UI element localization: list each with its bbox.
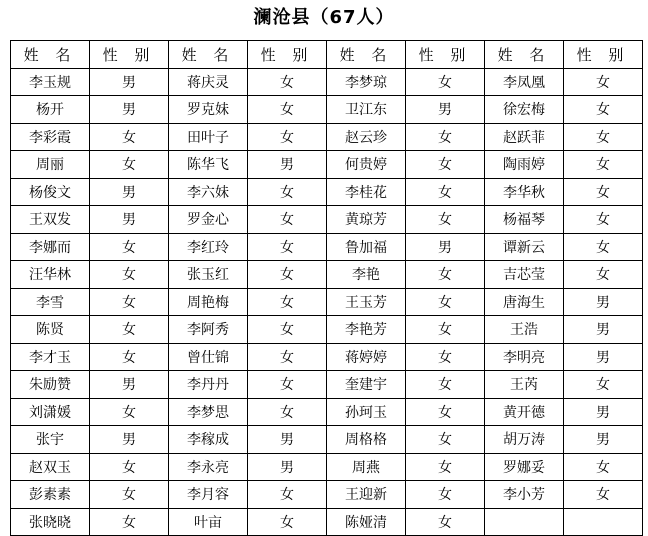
table-row <box>11 233 643 261</box>
table-row <box>11 398 643 426</box>
name-cell: 周丽 <box>11 151 90 179</box>
name-cell: 张宇 <box>11 426 90 454</box>
gender-cell: 女 <box>90 316 169 344</box>
name-cell: 汪华林 <box>11 261 90 289</box>
name-cell: 王玉芳 <box>327 288 406 316</box>
gender-cell: 男 <box>90 68 169 96</box>
gender-cell: 男 <box>248 426 327 454</box>
name-cell: 罗克妹 <box>169 96 248 124</box>
name-cell: 王浩 <box>485 316 564 344</box>
gender-cell: 男 <box>564 343 643 371</box>
name-cell: 赵双玉 <box>11 453 90 481</box>
gender-cell: 女 <box>248 316 327 344</box>
gender-cell: 女 <box>406 68 485 96</box>
roster-body <box>11 68 643 536</box>
gender-cell: 女 <box>248 68 327 96</box>
gender-cell: 女 <box>406 316 485 344</box>
name-cell: 李桂花 <box>327 178 406 206</box>
gender-cell: 女 <box>90 123 169 151</box>
name-cell: 谭新云 <box>485 233 564 261</box>
gender-cell: 女 <box>406 398 485 426</box>
name-cell: 王芮 <box>485 371 564 399</box>
name-cell: 朱励赞 <box>11 371 90 399</box>
name-cell: 李丹丹 <box>169 371 248 399</box>
name-cell: 李稼成 <box>169 426 248 454</box>
gender-cell: 女 <box>90 453 169 481</box>
gender-cell: 女 <box>248 123 327 151</box>
gender-cell: 女 <box>90 508 169 536</box>
name-cell: 张晓晓 <box>11 508 90 536</box>
name-cell: 赵跃菲 <box>485 123 564 151</box>
name-cell: 陈娅清 <box>327 508 406 536</box>
gender-cell: 男 <box>90 96 169 124</box>
name-cell: 吉芯莹 <box>485 261 564 289</box>
name-cell: 徐宏梅 <box>485 96 564 124</box>
table-row <box>11 343 643 371</box>
gender-cell: 女 <box>564 96 643 124</box>
gender-cell: 男 <box>564 426 643 454</box>
gender-cell: 女 <box>90 343 169 371</box>
gender-cell: 男 <box>248 151 327 179</box>
name-cell: 张玉红 <box>169 261 248 289</box>
gender-cell: 女 <box>406 453 485 481</box>
gender-cell: 女 <box>90 481 169 509</box>
gender-cell: 女 <box>564 206 643 234</box>
name-cell: 彭素素 <box>11 481 90 509</box>
name-cell: 李梦琼 <box>327 68 406 96</box>
gender-cell: 女 <box>90 233 169 261</box>
gender-cell: 女 <box>564 68 643 96</box>
roster-table <box>10 40 643 536</box>
gender-cell: 女 <box>248 261 327 289</box>
name-cell: 曾仕锦 <box>169 343 248 371</box>
name-cell: 陈华飞 <box>169 151 248 179</box>
gender-cell: 女 <box>90 288 169 316</box>
table-row <box>11 426 643 454</box>
name-cell: 黄琼芳 <box>327 206 406 234</box>
name-cell: 蒋婷婷 <box>327 343 406 371</box>
name-cell: 李华秋 <box>485 178 564 206</box>
gender-cell: 女 <box>248 481 327 509</box>
gender-cell: 女 <box>406 261 485 289</box>
name-cell: 李明亮 <box>485 343 564 371</box>
column-header-gender: 性 别 <box>564 41 643 69</box>
name-cell: 李雪 <box>11 288 90 316</box>
gender-cell: 男 <box>406 233 485 261</box>
gender-cell <box>564 508 643 536</box>
name-cell: 孙珂玉 <box>327 398 406 426</box>
table-row <box>11 481 643 509</box>
name-cell: 李阿秀 <box>169 316 248 344</box>
name-cell: 李凤凰 <box>485 68 564 96</box>
gender-cell: 男 <box>406 96 485 124</box>
table-row <box>11 508 643 536</box>
column-header-gender: 性 别 <box>248 41 327 69</box>
gender-cell: 女 <box>248 206 327 234</box>
name-cell: 奎建宇 <box>327 371 406 399</box>
column-header-name: 姓 名 <box>11 41 90 69</box>
name-cell: 李彩霞 <box>11 123 90 151</box>
gender-cell: 女 <box>406 508 485 536</box>
table-row <box>11 261 643 289</box>
name-cell: 李六妹 <box>169 178 248 206</box>
name-cell: 周艳梅 <box>169 288 248 316</box>
table-row <box>11 151 643 179</box>
name-cell: 李小芳 <box>485 481 564 509</box>
name-cell: 杨俊文 <box>11 178 90 206</box>
gender-cell: 女 <box>90 151 169 179</box>
name-cell: 鲁加福 <box>327 233 406 261</box>
gender-cell: 女 <box>248 96 327 124</box>
name-cell: 黄开德 <box>485 398 564 426</box>
gender-cell: 女 <box>406 481 485 509</box>
name-cell: 蒋庆灵 <box>169 68 248 96</box>
table-row <box>11 68 643 96</box>
gender-cell: 女 <box>564 151 643 179</box>
name-cell: 李月容 <box>169 481 248 509</box>
name-cell <box>485 508 564 536</box>
name-cell: 陈贤 <box>11 316 90 344</box>
table-row <box>11 371 643 399</box>
gender-cell: 女 <box>406 151 485 179</box>
gender-cell: 女 <box>406 288 485 316</box>
gender-cell: 女 <box>564 481 643 509</box>
table-row <box>11 206 643 234</box>
gender-cell: 女 <box>248 508 327 536</box>
name-cell: 唐海生 <box>485 288 564 316</box>
gender-cell: 女 <box>564 261 643 289</box>
gender-cell: 女 <box>248 233 327 261</box>
name-cell: 卫江东 <box>327 96 406 124</box>
gender-cell: 女 <box>564 123 643 151</box>
name-cell: 李红玲 <box>169 233 248 261</box>
gender-cell: 女 <box>248 288 327 316</box>
name-cell: 李玉规 <box>11 68 90 96</box>
column-header-name: 姓 名 <box>485 41 564 69</box>
name-cell: 周格格 <box>327 426 406 454</box>
name-cell: 王迎新 <box>327 481 406 509</box>
gender-cell: 男 <box>564 316 643 344</box>
table-row <box>11 96 643 124</box>
name-cell: 何贵婷 <box>327 151 406 179</box>
gender-cell: 女 <box>248 343 327 371</box>
gender-cell: 男 <box>90 178 169 206</box>
name-cell: 罗金心 <box>169 206 248 234</box>
page-title: 澜沧县（67人） <box>253 7 395 28</box>
gender-cell: 女 <box>90 398 169 426</box>
header-row <box>11 41 643 69</box>
gender-cell: 女 <box>248 178 327 206</box>
gender-cell: 男 <box>564 288 643 316</box>
gender-cell: 女 <box>406 343 485 371</box>
name-cell: 李才玉 <box>11 343 90 371</box>
name-cell: 叶亩 <box>169 508 248 536</box>
name-cell: 李艳芳 <box>327 316 406 344</box>
gender-cell: 女 <box>406 371 485 399</box>
table-row <box>11 288 643 316</box>
column-header-gender: 性 别 <box>90 41 169 69</box>
name-cell: 田叶子 <box>169 123 248 151</box>
name-cell: 胡万涛 <box>485 426 564 454</box>
gender-cell: 男 <box>90 371 169 399</box>
name-cell: 李永亮 <box>169 453 248 481</box>
gender-cell: 女 <box>406 178 485 206</box>
gender-cell: 女 <box>564 233 643 261</box>
name-cell: 赵云珍 <box>327 123 406 151</box>
name-cell: 王双发 <box>11 206 90 234</box>
table-row <box>11 123 643 151</box>
name-cell: 杨开 <box>11 96 90 124</box>
column-header-name: 姓 名 <box>327 41 406 69</box>
gender-cell: 女 <box>406 206 485 234</box>
gender-cell: 女 <box>564 453 643 481</box>
name-cell: 陶雨婷 <box>485 151 564 179</box>
gender-cell: 女 <box>564 178 643 206</box>
gender-cell: 男 <box>90 426 169 454</box>
table-row <box>11 316 643 344</box>
gender-cell: 男 <box>248 453 327 481</box>
table-row <box>11 453 643 481</box>
column-header-name: 姓 名 <box>169 41 248 69</box>
gender-cell: 男 <box>90 206 169 234</box>
name-cell: 杨福琴 <box>485 206 564 234</box>
column-header-gender: 性 别 <box>406 41 485 69</box>
name-cell: 李娜而 <box>11 233 90 261</box>
gender-cell: 女 <box>248 371 327 399</box>
table-row <box>11 178 643 206</box>
name-cell: 周燕 <box>327 453 406 481</box>
gender-cell: 女 <box>406 426 485 454</box>
gender-cell: 男 <box>564 398 643 426</box>
gender-cell: 女 <box>564 371 643 399</box>
name-cell: 李艳 <box>327 261 406 289</box>
name-cell: 罗娜妥 <box>485 453 564 481</box>
gender-cell: 女 <box>90 261 169 289</box>
name-cell: 刘潇媛 <box>11 398 90 426</box>
name-cell: 李梦思 <box>169 398 248 426</box>
gender-cell: 女 <box>406 123 485 151</box>
gender-cell: 女 <box>248 398 327 426</box>
